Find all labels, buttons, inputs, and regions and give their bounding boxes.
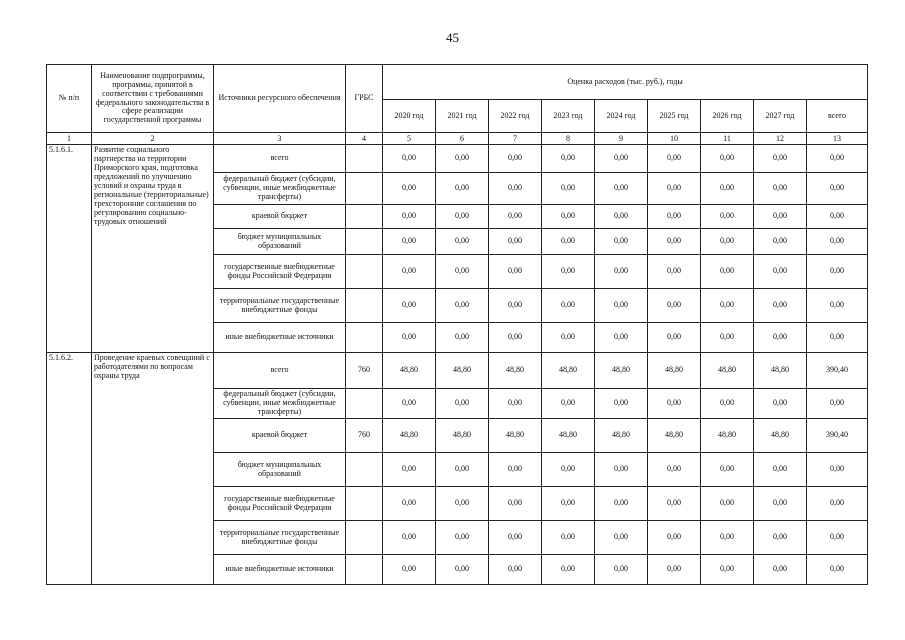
amount-cell: 0,00 [542, 173, 595, 205]
amount-cell: 390,40 [807, 419, 868, 453]
amount-cell: 48,80 [754, 419, 807, 453]
header-grbs: ГРБС [346, 65, 383, 133]
funding-source: территориальные государственные внебюджетные фонды [214, 521, 346, 555]
amount-cell: 0,00 [542, 389, 595, 419]
amount-cell: 0,00 [595, 145, 648, 173]
funding-source: иные внебюджетные источники [214, 555, 346, 585]
amount-cell: 0,00 [489, 389, 542, 419]
amount-cell: 0,00 [648, 323, 701, 353]
amount-cell: 0,00 [489, 145, 542, 173]
section-name: Проведение краевых совещаний с работодателями по вопросам охраны труда [92, 353, 214, 585]
amount-cell: 0,00 [701, 389, 754, 419]
amount-cell: 0,00 [648, 521, 701, 555]
funding-source: федеральный бюджет (субсидии, субвенции, иные межбюджетные трансферты) [214, 389, 346, 419]
amount-cell: 0,00 [754, 289, 807, 323]
grbs-code [346, 289, 383, 323]
column-number: 8 [542, 133, 595, 145]
page-number: 45 [446, 30, 459, 45]
amount-cell: 0,00 [595, 453, 648, 487]
amount-cell: 48,80 [648, 353, 701, 389]
grbs-code [346, 389, 383, 419]
amount-cell: 0,00 [648, 487, 701, 521]
budget-table [46, 64, 868, 585]
amount-cell: 0,00 [701, 555, 754, 585]
amount-cell: 0,00 [701, 323, 754, 353]
column-number: 4 [346, 133, 383, 145]
column-number: 10 [648, 133, 701, 145]
amount-cell: 0,00 [807, 389, 868, 419]
amount-cell: 0,00 [542, 145, 595, 173]
amount-cell: 0,00 [436, 521, 489, 555]
amount-cell: 0,00 [701, 521, 754, 555]
header-year: 2024 год [595, 100, 648, 133]
table-row [47, 145, 868, 173]
amount-cell: 0,00 [489, 205, 542, 229]
funding-source: государственные внебюджетные фонды Российской Федерации [214, 487, 346, 521]
amount-cell: 0,00 [701, 255, 754, 289]
amount-cell: 0,00 [648, 289, 701, 323]
amount-cell: 0,00 [436, 555, 489, 585]
grbs-code [346, 453, 383, 487]
amount-cell: 48,80 [595, 353, 648, 389]
funding-source: иные внебюджетные источники [214, 323, 346, 353]
amount-cell: 48,80 [701, 353, 754, 389]
amount-cell: 0,00 [542, 289, 595, 323]
amount-cell: 0,00 [542, 487, 595, 521]
amount-cell: 0,00 [436, 453, 489, 487]
column-number: 7 [489, 133, 542, 145]
table-body [47, 145, 868, 585]
amount-cell: 0,00 [648, 145, 701, 173]
amount-cell: 48,80 [754, 353, 807, 389]
amount-cell: 0,00 [701, 145, 754, 173]
amount-cell: 0,00 [436, 389, 489, 419]
amount-cell: 0,00 [754, 487, 807, 521]
amount-cell: 0,00 [807, 323, 868, 353]
column-number: 5 [383, 133, 436, 145]
amount-cell: 48,80 [701, 419, 754, 453]
grbs-code: 760 [346, 353, 383, 389]
amount-cell: 0,00 [807, 173, 868, 205]
amount-cell: 0,00 [542, 229, 595, 255]
amount-cell: 0,00 [489, 521, 542, 555]
amount-cell: 0,00 [754, 229, 807, 255]
amount-cell: 0,00 [648, 173, 701, 205]
amount-cell: 0,00 [701, 205, 754, 229]
amount-cell: 0,00 [383, 453, 436, 487]
amount-cell: 0,00 [595, 173, 648, 205]
column-number: 11 [701, 133, 754, 145]
amount-cell: 0,00 [489, 555, 542, 585]
amount-cell: 0,00 [542, 521, 595, 555]
amount-cell: 0,00 [648, 453, 701, 487]
header-year: 2020 год [383, 100, 436, 133]
header-year: 2026 год [701, 100, 754, 133]
amount-cell: 0,00 [542, 555, 595, 585]
header-year: 2027 год [754, 100, 807, 133]
amount-cell: 0,00 [436, 173, 489, 205]
amount-cell: 0,00 [754, 145, 807, 173]
funding-source: краевой бюджет [214, 419, 346, 453]
amount-cell: 0,00 [807, 453, 868, 487]
amount-cell: 0,00 [489, 487, 542, 521]
amount-cell: 0,00 [542, 323, 595, 353]
amount-cell: 0,00 [489, 255, 542, 289]
header-year: 2023 год [542, 100, 595, 133]
amount-cell: 48,80 [383, 353, 436, 389]
amount-cell: 0,00 [807, 487, 868, 521]
amount-cell: 0,00 [807, 289, 868, 323]
column-number: 6 [436, 133, 489, 145]
amount-cell: 48,80 [542, 419, 595, 453]
funding-source: краевой бюджет [214, 205, 346, 229]
section-name: Развитие социального партнерства на территории Приморского края, подготовка предложений по улучшению условий и охраны труда в региональные (территориальные) трехсторонние соглашения по регулированию социально-трудовых отношений [92, 145, 214, 353]
funding-source: государственные внебюджетные фонды Российской Федерации [214, 255, 346, 289]
amount-cell: 0,00 [595, 289, 648, 323]
amount-cell: 48,80 [383, 419, 436, 453]
column-numbers-row [47, 133, 868, 145]
column-number: 12 [754, 133, 807, 145]
amount-cell: 48,80 [436, 419, 489, 453]
amount-cell: 0,00 [383, 145, 436, 173]
amount-cell: 0,00 [383, 521, 436, 555]
column-number: 2 [92, 133, 214, 145]
header-num: № п/п [47, 65, 92, 133]
amount-cell: 48,80 [648, 419, 701, 453]
amount-cell: 0,00 [595, 555, 648, 585]
amount-cell: 48,80 [436, 353, 489, 389]
amount-cell: 0,00 [489, 289, 542, 323]
grbs-code: 760 [346, 419, 383, 453]
header-year: 2021 год [436, 100, 489, 133]
section-number: 5.1.6.2. [47, 353, 92, 585]
funding-source: федеральный бюджет (субсидии, субвенции, иные межбюджетные трансферты) [214, 173, 346, 205]
amount-cell: 0,00 [595, 521, 648, 555]
header-year: всего [807, 100, 868, 133]
grbs-code [346, 205, 383, 229]
header-source: Источники ресурсного обеспечения [214, 65, 346, 133]
amount-cell: 0,00 [648, 555, 701, 585]
amount-cell: 0,00 [754, 389, 807, 419]
amount-cell: 390,40 [807, 353, 868, 389]
amount-cell: 0,00 [595, 323, 648, 353]
column-number: 3 [214, 133, 346, 145]
funding-source: территориальные государственные внебюджетные фонды [214, 289, 346, 323]
amount-cell: 0,00 [489, 173, 542, 205]
column-number: 13 [807, 133, 868, 145]
grbs-code [346, 255, 383, 289]
grbs-code [346, 487, 383, 521]
header-year: 2022 год [489, 100, 542, 133]
amount-cell: 0,00 [807, 229, 868, 255]
grbs-code [346, 555, 383, 585]
column-number: 9 [595, 133, 648, 145]
amount-cell: 0,00 [383, 205, 436, 229]
amount-cell: 0,00 [383, 323, 436, 353]
amount-cell: 0,00 [807, 205, 868, 229]
amount-cell: 0,00 [807, 255, 868, 289]
grbs-code [346, 521, 383, 555]
funding-source: бюджет муниципальных образований [214, 453, 346, 487]
amount-cell: 48,80 [595, 419, 648, 453]
amount-cell: 0,00 [754, 453, 807, 487]
amount-cell: 0,00 [648, 205, 701, 229]
amount-cell: 0,00 [436, 205, 489, 229]
amount-cell: 0,00 [436, 323, 489, 353]
grbs-code [346, 229, 383, 255]
section-number: 5.1.6.1. [47, 145, 92, 353]
grbs-code [346, 323, 383, 353]
amount-cell: 0,00 [383, 229, 436, 255]
amount-cell: 0,00 [489, 453, 542, 487]
funding-source: всего [214, 353, 346, 389]
amount-cell: 0,00 [701, 229, 754, 255]
amount-cell: 48,80 [542, 353, 595, 389]
amount-cell: 0,00 [489, 229, 542, 255]
header-name: Наименование подпрограммы, программы, принятой в соответствии с требованиями федерального законодательства в сфере реализации государственной программы [92, 65, 214, 133]
amount-cell: 0,00 [595, 255, 648, 289]
amount-cell: 0,00 [436, 487, 489, 521]
amount-cell: 0,00 [595, 205, 648, 229]
amount-cell: 0,00 [595, 487, 648, 521]
amount-cell: 0,00 [701, 453, 754, 487]
header-estimate: Оценка расходов (тыс. руб.), годы [383, 65, 868, 100]
amount-cell: 0,00 [701, 173, 754, 205]
amount-cell: 0,00 [436, 229, 489, 255]
column-number: 1 [47, 133, 92, 145]
amount-cell: 0,00 [383, 289, 436, 323]
amount-cell: 0,00 [754, 255, 807, 289]
amount-cell: 0,00 [436, 289, 489, 323]
amount-cell: 0,00 [383, 555, 436, 585]
amount-cell: 0,00 [754, 323, 807, 353]
funding-source: бюджет муниципальных образований [214, 229, 346, 255]
amount-cell: 0,00 [648, 389, 701, 419]
amount-cell: 0,00 [542, 205, 595, 229]
amount-cell: 48,80 [489, 419, 542, 453]
grbs-code [346, 145, 383, 173]
funding-source: всего [214, 145, 346, 173]
amount-cell: 0,00 [648, 255, 701, 289]
amount-cell: 0,00 [595, 389, 648, 419]
header-row [47, 65, 868, 100]
amount-cell: 0,00 [595, 229, 648, 255]
amount-cell: 0,00 [754, 173, 807, 205]
amount-cell: 0,00 [807, 145, 868, 173]
amount-cell: 0,00 [807, 521, 868, 555]
amount-cell: 0,00 [754, 521, 807, 555]
amount-cell: 0,00 [542, 453, 595, 487]
amount-cell: 0,00 [807, 555, 868, 585]
amount-cell: 0,00 [648, 229, 701, 255]
amount-cell: 0,00 [383, 389, 436, 419]
header-year: 2025 год [648, 100, 701, 133]
amount-cell: 0,00 [436, 255, 489, 289]
amount-cell: 0,00 [383, 173, 436, 205]
amount-cell: 0,00 [383, 255, 436, 289]
amount-cell: 0,00 [754, 205, 807, 229]
table-row [47, 353, 868, 389]
amount-cell: 0,00 [701, 487, 754, 521]
amount-cell: 48,80 [489, 353, 542, 389]
amount-cell: 0,00 [701, 289, 754, 323]
amount-cell: 0,00 [542, 255, 595, 289]
amount-cell: 0,00 [489, 323, 542, 353]
amount-cell: 0,00 [436, 145, 489, 173]
amount-cell: 0,00 [383, 487, 436, 521]
amount-cell: 0,00 [754, 555, 807, 585]
grbs-code [346, 173, 383, 205]
